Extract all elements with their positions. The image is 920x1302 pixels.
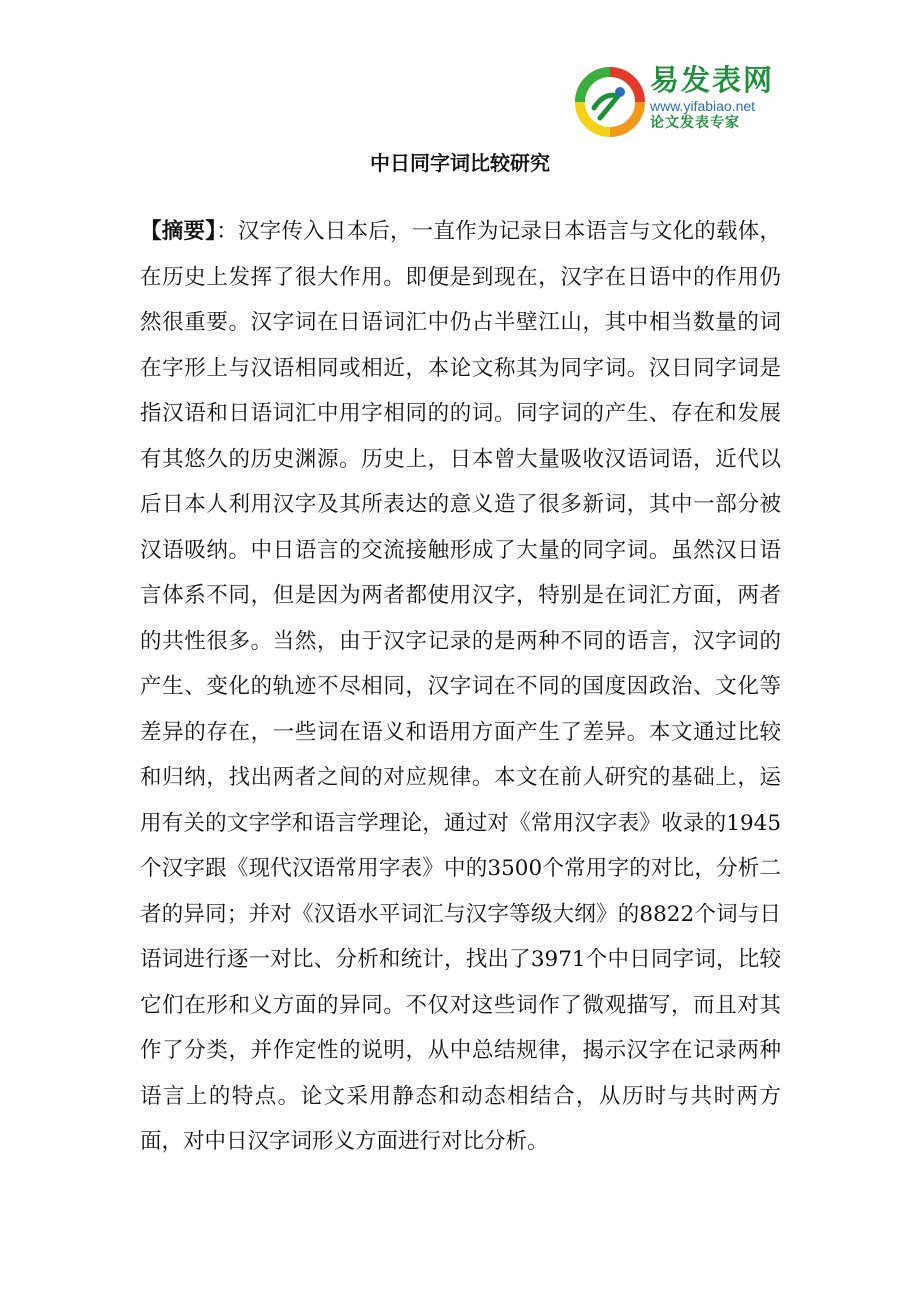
logo-name: 易发表网 bbox=[650, 63, 775, 97]
abstract-paragraph bbox=[140, 209, 781, 1165]
logo-url: www.yifabiao.net bbox=[650, 98, 756, 114]
logo-ring-icon bbox=[570, 62, 654, 142]
site-logo bbox=[570, 62, 786, 142]
logo-slogan: 论文发表专家 bbox=[650, 115, 740, 131]
abstract-text: ：汉字传入日本后，一直作为记录日本语言与文化的载体，在历史上发挥了很大作用。即便是到现在，汉字在日语中的作用仍然很重要。汉字词在日语词汇中仍占半壁江山，其中相当数量的词在字形上与汉语相同或相近，本论文称其为同字词。汉日同字词是指汉语和日语词汇中用字相同的的词。同字词的产生、存在和发展有其悠久的历史渊源。历史上，日本曾大量吸收汉语词语，近代以后日本人利用汉字及其所表达的意义造了很多新词，其中一部分被汉语吸纳。中日语言的交流接触形成了大量的同字词。虽然汉日语言体系不同，但是因为两者都使用汉字，特别是在词汇方面，两者的共性很多。当然，由于汉字记录的是两种不同的语言，汉字词的产生、变化的轨迹不尽相同，汉字词在不同的国度因政治、文化等差异的存在，一些词在语义和语用方面产生了差异。本文通过比较和归纳，找出两者之间的对应规律。本文在前人研究的基础上，运用有关的文字学和语言学理论，通过对《常用汉字表》收录的1945个汉字跟《现代汉语常用字表》中的3500个常用字的对比，分析二者的异同；并对《汉语水平词汇与汉字等级大纲》的8822个词与日语词进行逐一对比、分析和统计，找出了3971个中日同字词，比较它们在形和义方面的异同。不仅对这些词作了微观描写，而且对其作了分类，并作定性的说明，从中总结规律，揭示汉字在记录两种语言上的特点。论文采用静态和动态相结合，从历时与共时两方面，对中日汉字词形义方面进行对比分析。 bbox=[140, 219, 781, 1154]
abstract-label: 【摘要】 bbox=[140, 219, 217, 244]
document-title: 中日同字词比较研究 bbox=[370, 151, 550, 175]
